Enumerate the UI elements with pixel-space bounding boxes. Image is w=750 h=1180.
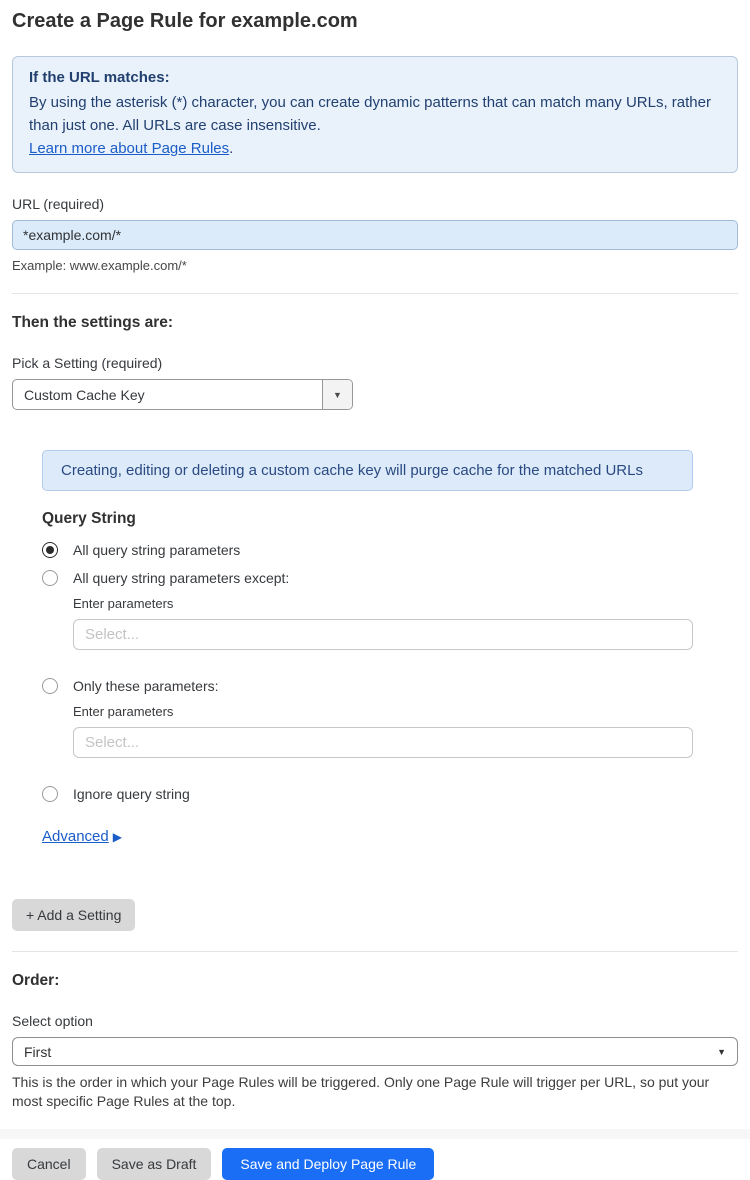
setting-dropdown-value: Custom Cache Key <box>24 386 145 403</box>
radio-label: All query string parameters <box>73 542 241 558</box>
cache-key-notice: Creating, editing or deleting a custom cache key will purge cache for the matched URLs <box>42 450 693 491</box>
add-setting-button[interactable]: + Add a Setting <box>12 899 135 931</box>
bottom-strip <box>0 1129 750 1139</box>
pick-setting-label: Pick a Setting (required) <box>12 355 163 371</box>
page-title: Create a Page Rule for example.com <box>12 10 358 32</box>
chevron-down-icon: ▼ <box>717 1046 726 1057</box>
url-input[interactable] <box>12 220 738 250</box>
query-string-section <box>42 510 738 845</box>
radio-label: Only these parameters: <box>73 678 219 694</box>
enter-parameters-label: Enter parameters <box>73 704 174 719</box>
order-helper-text: This is the order in which your Page Rules will be triggered. Only one Page Rule will trigger per URL, so put your most specific Page Rules at the top. <box>12 1074 710 1109</box>
save-and-deploy-button[interactable]: Save and Deploy Page Rule <box>222 1148 434 1180</box>
query-string-heading: Query String <box>42 510 136 527</box>
divider <box>12 951 738 952</box>
learn-more-link[interactable]: Learn more about Page Rules <box>29 140 230 157</box>
save-as-draft-button[interactable]: Save as Draft <box>97 1148 212 1180</box>
setting-dropdown[interactable] <box>12 379 353 410</box>
only-params-input[interactable] <box>73 727 693 758</box>
order-select-label: Select option <box>12 1013 93 1029</box>
divider <box>12 293 738 294</box>
triangle-right-icon: ▶ <box>112 830 122 844</box>
setting-dropdown-button[interactable] <box>322 380 352 409</box>
page-rule-form <box>0 9 750 1180</box>
radio-label: All query string parameters except: <box>73 570 290 586</box>
radio-all-params[interactable] <box>42 542 738 558</box>
enter-parameters-label: Enter parameters <box>73 596 174 611</box>
radio-button[interactable] <box>42 570 58 586</box>
footer-actions <box>12 1148 738 1180</box>
radio-all-params-except[interactable] <box>42 570 738 586</box>
except-params-field <box>73 596 738 650</box>
radio-label: Ignore query string <box>73 786 190 802</box>
chevron-down-icon: ▼ <box>333 389 342 400</box>
order-heading: Order: <box>12 972 60 989</box>
radio-ignore-query-string[interactable] <box>42 786 738 802</box>
order-select-value: First <box>24 1043 52 1060</box>
url-example-text: Example: www.example.com/* <box>12 258 187 273</box>
only-params-field <box>73 704 738 758</box>
radio-button[interactable] <box>42 786 58 802</box>
except-params-input[interactable] <box>73 619 693 650</box>
cancel-button[interactable]: Cancel <box>12 1148 86 1180</box>
advanced-link[interactable]: Advanced <box>42 828 109 845</box>
radio-button[interactable] <box>42 542 58 558</box>
radio-button[interactable] <box>42 678 58 694</box>
info-box-link-row <box>29 137 721 160</box>
advanced-row <box>42 828 738 845</box>
order-select[interactable] <box>12 1037 738 1066</box>
url-match-info-box <box>12 56 738 173</box>
link-suffix: . <box>229 140 234 157</box>
url-field-label: URL (required) <box>12 196 105 212</box>
info-box-body: By using the asterisk (*) character, you can create dynamic patterns that can match many URLs, rather than just one. All URLs are case insensitive. <box>29 94 711 134</box>
info-box-heading: If the URL matches: <box>29 69 170 86</box>
settings-heading: Then the settings are: <box>12 314 174 331</box>
radio-only-these-params[interactable] <box>42 678 738 694</box>
